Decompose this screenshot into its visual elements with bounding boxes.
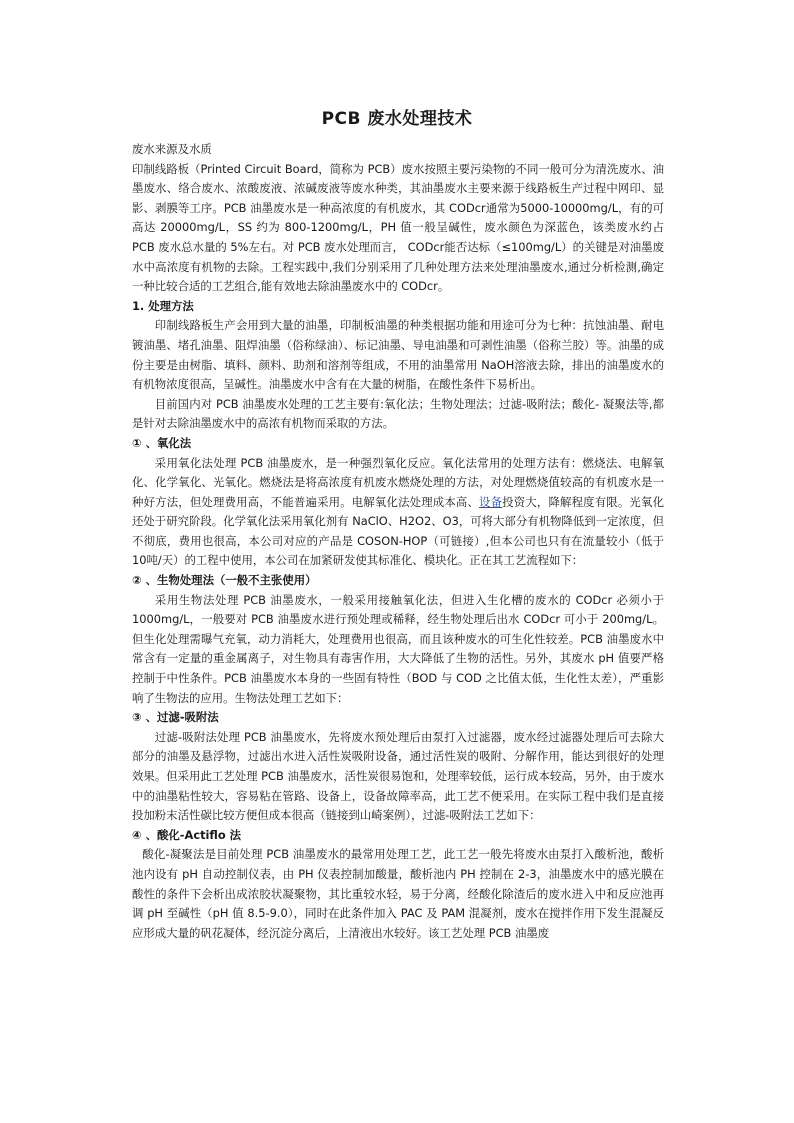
method-1-text-b: 投资大，降解程度有限。光氧化还处于研究阶段。化学氧化法采用氧化剂有 NaClO、H2O2、O3，可将大部分有机物降低到一定浓度，但不彻底，费用也很高，本公司对应的产品是 COSON-HOP（可链接）,但本公司也只有在流量较小（低于 10吨/天）的工程中使用，本公司在加紧研发使其标准化、模块化。正在其工艺流程如下： [132, 494, 664, 568]
document-body [132, 140, 664, 943]
section-1-paragraph-2: 目前国内对 PCB 油墨废水处理的工艺主要有:氧化法；生物处理法；过滤-吸附法；酸化- 凝聚法等,都是针对去除油墨废水中的高浓有机物而采取的方法。 [132, 396, 664, 431]
intro-paragraph: 印制线路板（Printed Circuit Board，简称为 PCB）废水按照主要污染物的不同一般可分为清洗废水、油墨废水、络合废水、浓酸废液、浓碱废液等废水种类，其油墨废水主要来源于线路板生产过程中网印、显影、剥膜等工序。PCB 油墨废水是一种高浓度的有机废水，其 CODcr通常为5000-10000mg/L，有的可高达 20000mg/L，SS 约为 800-1200mg/L，PH 值一般呈碱性，废水颜色为深蓝色，该类废水约占 PCB 废水总水量的 5%左右。对 PCB 废水处理而言， CODcr能否达标（≤100mg/L）的关键是对油墨废水中高浓度有机物的去除。工程实践中,我们分别采用了几种处理方法来处理油墨废水,通过分析检测,确定一种比较合适的工艺组合,能有效地去除油墨废水中的 CODcr。 [132, 161, 664, 294]
method-1-heading: ① 、氧化法 [132, 435, 192, 450]
method-1-text-a: 采用氧化法处理 PCB 油墨废水，是一种强烈氧化反应。氧化法常用的处理方法有：燃烧法、电解氧化、化学氧化、光氧化。燃烧法是将高浓度有机废水燃烧处理的方法，对处理燃烧值较高的有机废水是一种好方法，但处理费用高，不能普遍采用。电解氧化法处理成本高、 [132, 455, 664, 509]
method-3-heading: ③ 、过滤-吸附法 [132, 710, 219, 725]
equipment-link[interactable]: 设备 [479, 494, 503, 509]
section-1-heading: 1. 处理方法 [132, 298, 194, 313]
method-3-paragraph: 过滤-吸附法处理 PCB 油墨废水，先将废水预处理后由泵打入过滤器，废水经过滤器处理后可去除大部分的油墨及悬浮物，过滤出水进入活性炭吸附设备，通过活性炭的吸附、分解作用，能达到很好的处理效果。但采用此工艺处理 PCB 油墨废水，活性炭很易饱和，处理率较低，运行成本较高，另外，由于废水中的油墨粘性较大，容易粘在管路、设备上，设备故障率高，此工艺不便采用。在实际工程中我们是直接投加粉末活性碳比较方便但成本很高（链接到山崎案例），过滤-吸附法工艺如下： [132, 729, 664, 823]
method-1-paragraph [132, 454, 664, 572]
intro-heading: 废水来源及水质 [132, 142, 212, 156]
section-1-paragraph-1: 印制线路板生产会用到大量的油墨，印制板油墨的种类根据功能和用途可分为七种：抗蚀油墨、耐电镀油墨、堵孔油墨、阻焊油墨（俗称绿油）、标记油墨、导电油墨和可剥性油墨（俗称兰胶）等。油墨的成份主要是由树脂、填料、颜料、助剂和溶剂等组成，不用的油墨常用 NaOH溶液去除，排出的油墨废水的有机物浓度很高，呈碱性。油墨废水中含有在大量的树脂，在酸性条件下易析出。 [132, 318, 664, 392]
method-4-paragraph: 酸化-凝聚法是目前处理 PCB 油墨废水的最常用处理工艺，此工艺一般先将废水由泵打入酸析池，酸析池内设有 pH 自动控制仪表，由 PH 仪表控制加酸量，酸析池内 PH 控制在 2-3，油墨废水中的感光膜在酸性的条件下会析出成浓胶状凝聚物，其比重较水轻，易于分离，经酸化除渣后的废水进入中和反应池再调 pH 至碱性（pH 值 8.5-9.0），同时在此条件加入 PAC 及 PAM 混凝剂，废水在搅拌作用下发生混凝反应形成大量的矾花凝体，经沉淀分离后，上清液出水较好。该工艺处理 PCB 油墨废 [132, 847, 664, 940]
method-2-heading: ② 、生物处理法（一般不主张使用） [132, 573, 317, 588]
method-4-heading: ④ 、酸化-Actiflo 法 [132, 827, 242, 842]
document-title: PCB 废水处理技术 [321, 109, 473, 129]
method-2-paragraph: 采用生物法处理 PCB 油墨废水，一般采用接触氧化法，但进入生化槽的废水的 CODcr 必须小于 1000mg/L，一般要对 PCB 油墨废水进行预处理或稀释，经生物处理后出水 CODcr 可小于 200mg/L。但生化处理需曝气充氧，动力消耗大，处理费用也很高，而且该种废水的可生化性较差。PCB 油墨废水中常含有一定量的重金属离子，对生物具有毒害作用，大大降低了生物的活性。另外，其废水 pH 值要严格控制于中性条件。PCB 油墨废水本身的一些固有特性（BOD 与 COD 之比值太低，生化性太差），严重影响了生物法的应用。生物法处理工艺如下： [132, 592, 664, 705]
